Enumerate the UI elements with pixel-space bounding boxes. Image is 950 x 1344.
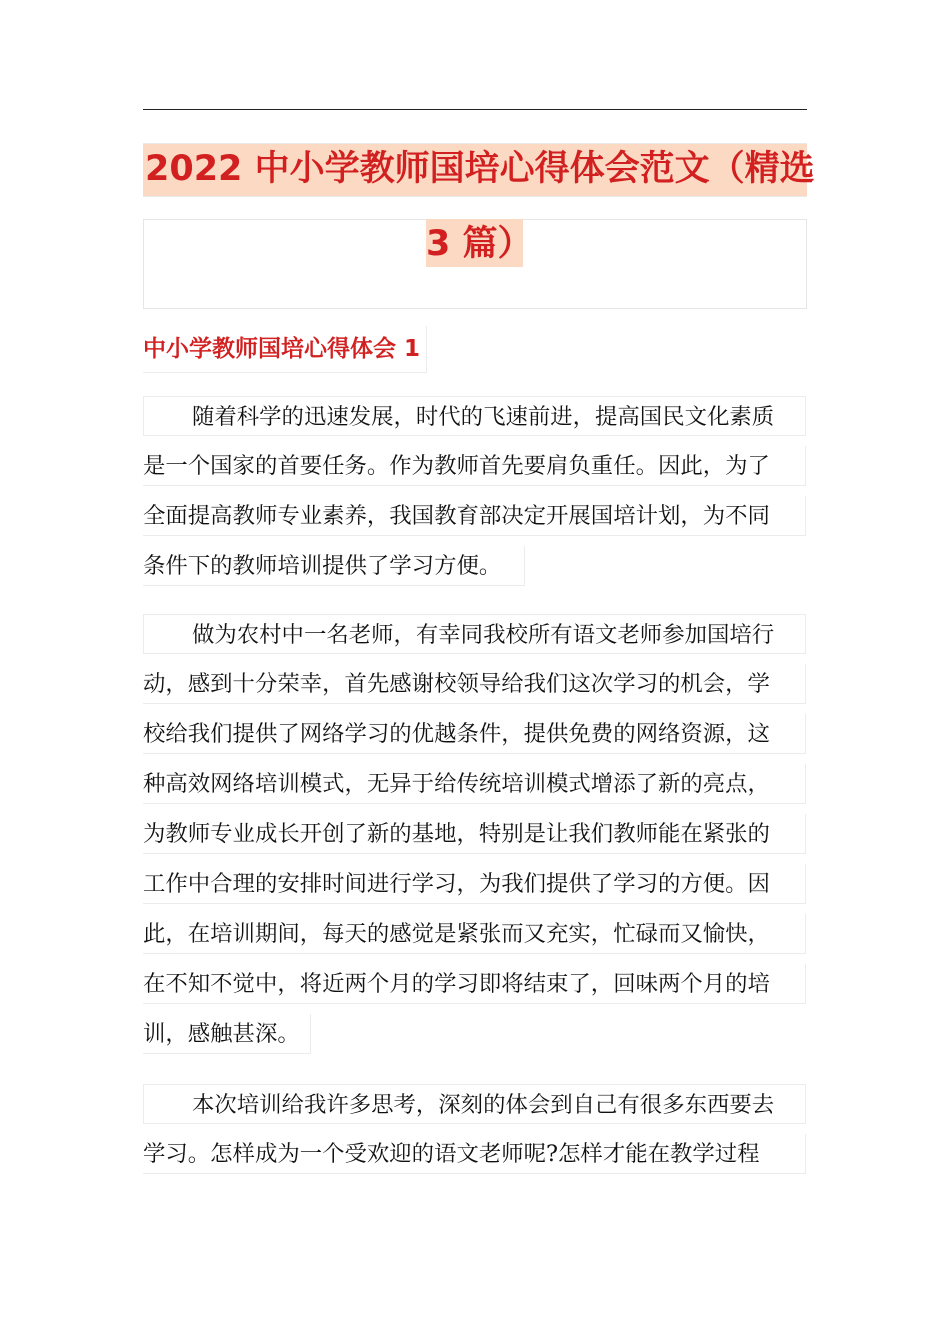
title-block — [143, 127, 815, 309]
section-heading: 中小学教师国培心得体会 1 — [143, 326, 427, 373]
paragraph-2-line-7: 此，在培训期间，每天的感觉是紧张而又充实，忙碌而又愉快， — [143, 914, 806, 954]
paragraph-2-line-1: 做为农村中一名老师，有幸同我校所有语文老师参加国培行 — [143, 614, 806, 654]
document-title-line-1: 2022 中小学教师国培心得体会范文（精选 — [145, 149, 815, 189]
paragraph-3-line-2: 学习。怎样成为一个受欢迎的语文老师呢?怎样才能在教学过程 — [143, 1134, 806, 1174]
paragraph-2-line-8: 在不知不觉中，将近两个月的学习即将结束了，回味两个月的培 — [143, 964, 806, 1004]
paragraph-2-line-6: 工作中合理的安排时间进行学习，为我们提供了学习的方便。因 — [143, 864, 806, 904]
paragraph-1-line-3: 全面提高教师专业素养，我国教育部决定开展国培计划，为不同 — [143, 496, 806, 536]
document-title-line-2: 3 篇） — [426, 224, 533, 264]
paragraph-2-line-2: 动，感到十分荣幸，首先感谢校领导给我们这次学习的机会，学 — [143, 664, 806, 704]
paragraph-2-line-3: 校给我们提供了网络学习的优越条件，提供免费的网络资源，这 — [143, 714, 806, 754]
paragraph-3-line-1: 本次培训给我许多思考，深刻的体会到自己有很多东西要去 — [143, 1084, 806, 1124]
paragraph-2-line-4: 种高效网络培训模式，无异于给传统培训模式增添了新的亮点， — [143, 764, 806, 804]
paragraph-2-line-5: 为教师专业成长开创了新的基地，特别是让我们教师能在紧张的 — [143, 814, 806, 854]
paragraph-2-line-9: 训，感触甚深。 — [143, 1014, 311, 1054]
paragraph-1-line-2: 是一个国家的首要任务。作为教师首先要肩负重任。因此，为了 — [143, 446, 806, 486]
paragraph-1-line-4: 条件下的教师培训提供了学习方便。 — [143, 546, 525, 586]
paragraph-1-line-1: 随着科学的迅速发展，时代的飞速前进，提高国民文化素质 — [143, 396, 806, 436]
top-rule — [143, 109, 807, 110]
